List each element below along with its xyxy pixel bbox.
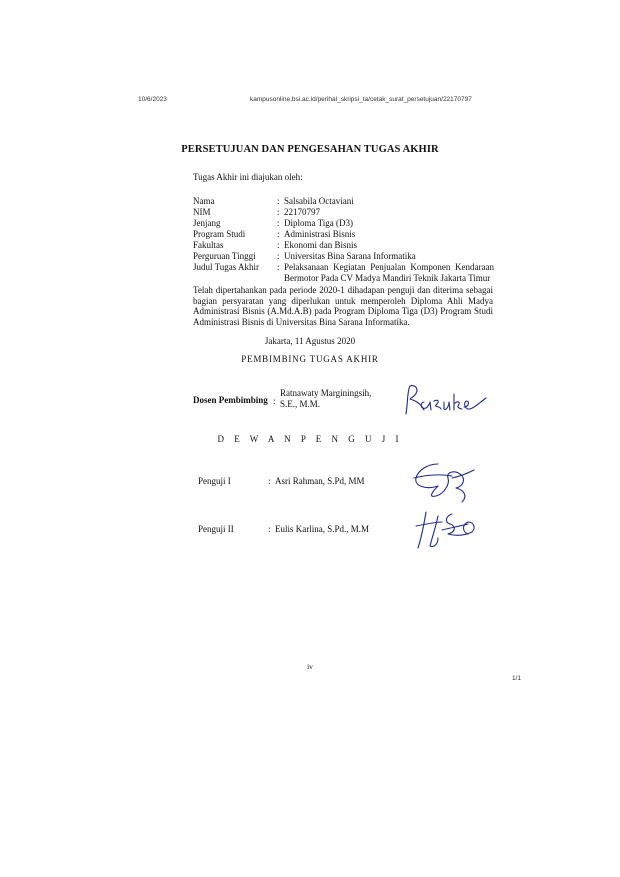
info-colon: : (277, 251, 280, 261)
info-value-nim: 22170797 (284, 207, 320, 217)
info-value-fakultas: Ekonomi dan Bisnis (284, 240, 358, 250)
info-label-judul: Judul Tugas Akhir (193, 262, 260, 272)
advisor-label: Dosen Pembimbing (193, 395, 268, 405)
examiner-2-label: Penguji II (198, 524, 234, 534)
info-label-jenjang: Jenjang (193, 218, 221, 228)
examiner-1-signature-image (408, 458, 480, 504)
info-value-program-studi: Administrasi Bisnis (284, 229, 356, 239)
info-colon: : (277, 196, 280, 206)
info-value-perguruan-tinggi: Universitas Bina Sarana Informatika (284, 251, 416, 261)
info-colon: : (277, 229, 280, 239)
info-value-jenjang: Diploma Tiga (D3) (284, 218, 354, 228)
page-number: iv (307, 662, 313, 671)
examiner-2-name: Eulis Karlina, S.Pd., M.M (275, 524, 370, 534)
info-colon: : (277, 218, 280, 228)
examiner-1-label: Penguji I (198, 476, 231, 486)
advisor-colon: : (273, 396, 276, 406)
advisor-heading: PEMBIMBING TUGAS AKHIR (241, 354, 379, 364)
examiner-1-name: Asri Rahman, S.Pd, MM (275, 476, 365, 486)
info-colon: : (277, 240, 280, 250)
advisor-name: Ratnawaty Marginingsih, S.E., M.M. (280, 388, 372, 409)
examiner-2-colon: : (268, 524, 271, 534)
info-label-fakultas: Fakultas (193, 240, 224, 250)
intro-text: Tugas Akhir ini diajukan oleh: (193, 172, 303, 182)
print-page-count: 1/1 (512, 675, 522, 682)
info-value-nama: Salsabila Octaviani (284, 196, 354, 206)
info-label-nama: Nama (193, 196, 215, 206)
info-label-program-studi: Program Studi (193, 229, 246, 239)
page-title: PERSETUJUAN DAN PENGESAHAN TUGAS AKHIR (181, 144, 439, 155)
info-value-judul: Pelaksanaan Kegiatan Penjualan Komponen Kendaraan Bermotor Pada CV Madya Mandiri Teknik Jakarta Timur (284, 262, 494, 283)
info-colon: : (277, 262, 280, 272)
examiner-2-signature-image (412, 506, 480, 552)
board-heading: D E W A N P E N G U J I (217, 434, 403, 444)
examiner-1-colon: : (268, 476, 271, 486)
info-colon: : (277, 207, 280, 217)
print-url: kampusonline.bsi.ac.id/perihal_skripsi_ta/cetak_surat_persetujuan/22170797 (250, 96, 472, 103)
info-label-nim: NIM (193, 207, 211, 217)
info-label-perguruan-tinggi: Perguruan Tinggi (193, 251, 256, 261)
place-date: Jakarta, 11 Agustus 2020 (264, 336, 356, 346)
approval-statement: Telah dipertahankan pada periode 2020-1 dihadapan penguji dan diterima sebagai bagian persyaratan yang diperlukan untuk memperoleh Diploma Ahli Madya Administrasi Bisnis (A.Md.A.B) pada Program Diploma Tiga (D3) Program Studi Administrasi Bisnis di Universitas Bina Sarana Informatika. (193, 285, 493, 327)
print-date: 10/6/2023 (138, 96, 167, 103)
advisor-signature-image (400, 380, 492, 420)
